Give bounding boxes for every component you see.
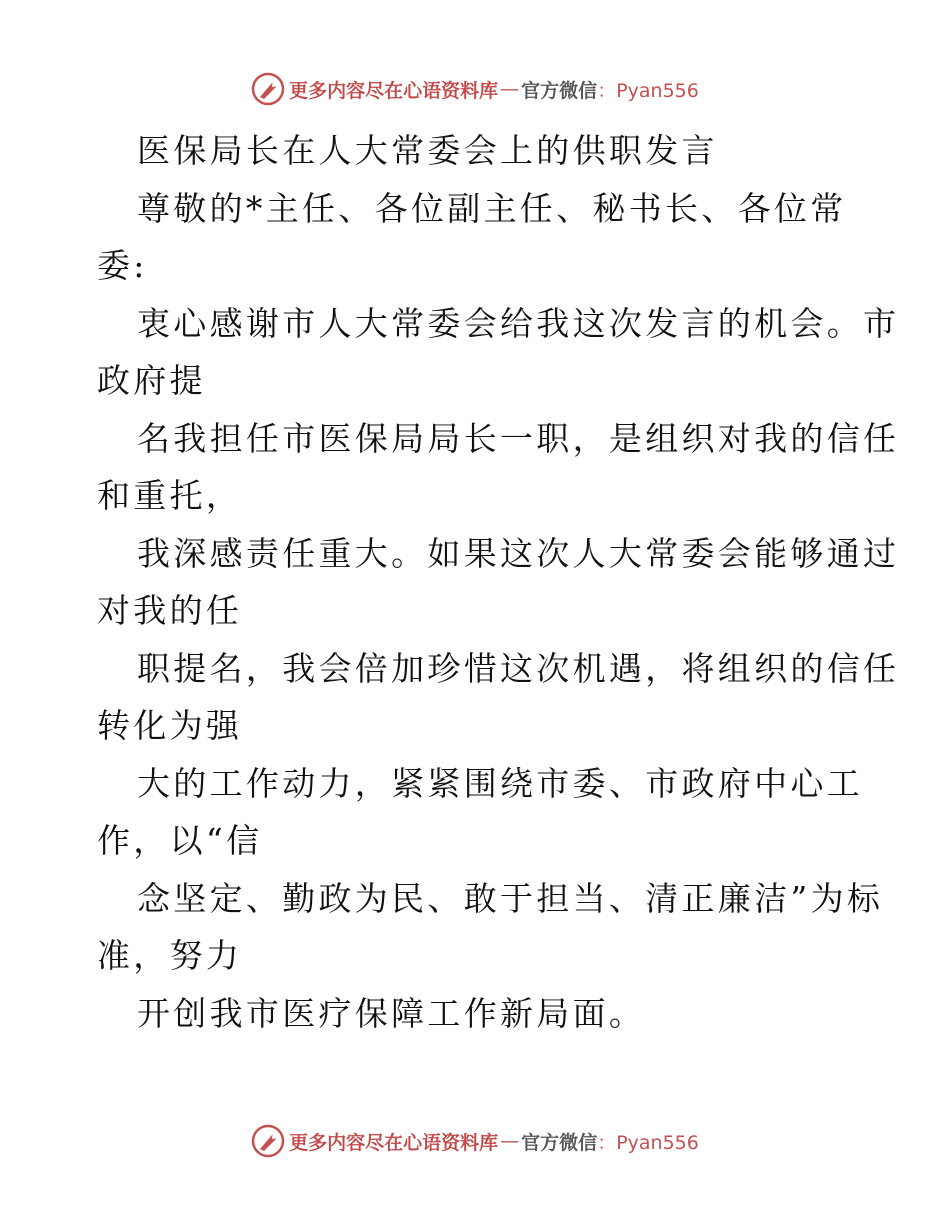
watermark-org: 官方微信 — [521, 79, 598, 102]
watermark-text: 更多内容尽在心语资料库 — [289, 1131, 499, 1154]
watermark-separator: — — [500, 1130, 520, 1152]
document-body — [97, 122, 900, 1042]
watermark-text: 更多内容尽在心语资料库 — [289, 79, 499, 102]
footer-watermark — [0, 1124, 950, 1158]
header-watermark — [0, 72, 950, 106]
text-line: 衷心感谢市人大常委会给我这次发言的机会。市 — [137, 303, 900, 343]
text-line: 尊敬的*主任、各位副主任、秘书长、各位常 — [137, 188, 847, 228]
text-line: 开创我市医疗保障工作新局面。 — [137, 993, 646, 1033]
pen-nib-logo-icon — [251, 72, 285, 106]
text-line: 职提名，我会倍加珍惜这次机遇，将组织的信任 — [137, 648, 900, 688]
pen-nib-logo-icon — [251, 1124, 285, 1158]
text-line: 委: — [97, 246, 148, 285]
watermark-wechat: ：Pyan556 — [597, 1131, 699, 1154]
text-line: 对我的任 — [97, 591, 243, 630]
text-line: 念坚定、勤政为民、敢于担当、清正廉洁”为标 — [137, 878, 884, 918]
text-line: 作，以“信 — [97, 821, 263, 860]
text-line: 政府提 — [97, 361, 206, 400]
text-line: 名我担任市医保局局长一职，是组织对我的信任 — [137, 418, 900, 458]
text-line: 大的工作动力，紧紧围绕市委、市政府中心工 — [137, 763, 863, 803]
text-line: 转化为强 — [97, 706, 243, 745]
watermark-org: 官方微信 — [521, 1131, 598, 1154]
text-line: 准，努力 — [97, 936, 243, 975]
document-title: 医保局长在人大常委会上的供职发言 — [137, 131, 718, 170]
text-line: 我深感责任重大。如果这次人大常委会能够通过 — [137, 533, 900, 573]
watermark-separator: — — [500, 78, 520, 100]
watermark-wechat: ：Pyan556 — [597, 79, 699, 102]
text-line: 和重托， — [97, 476, 243, 515]
